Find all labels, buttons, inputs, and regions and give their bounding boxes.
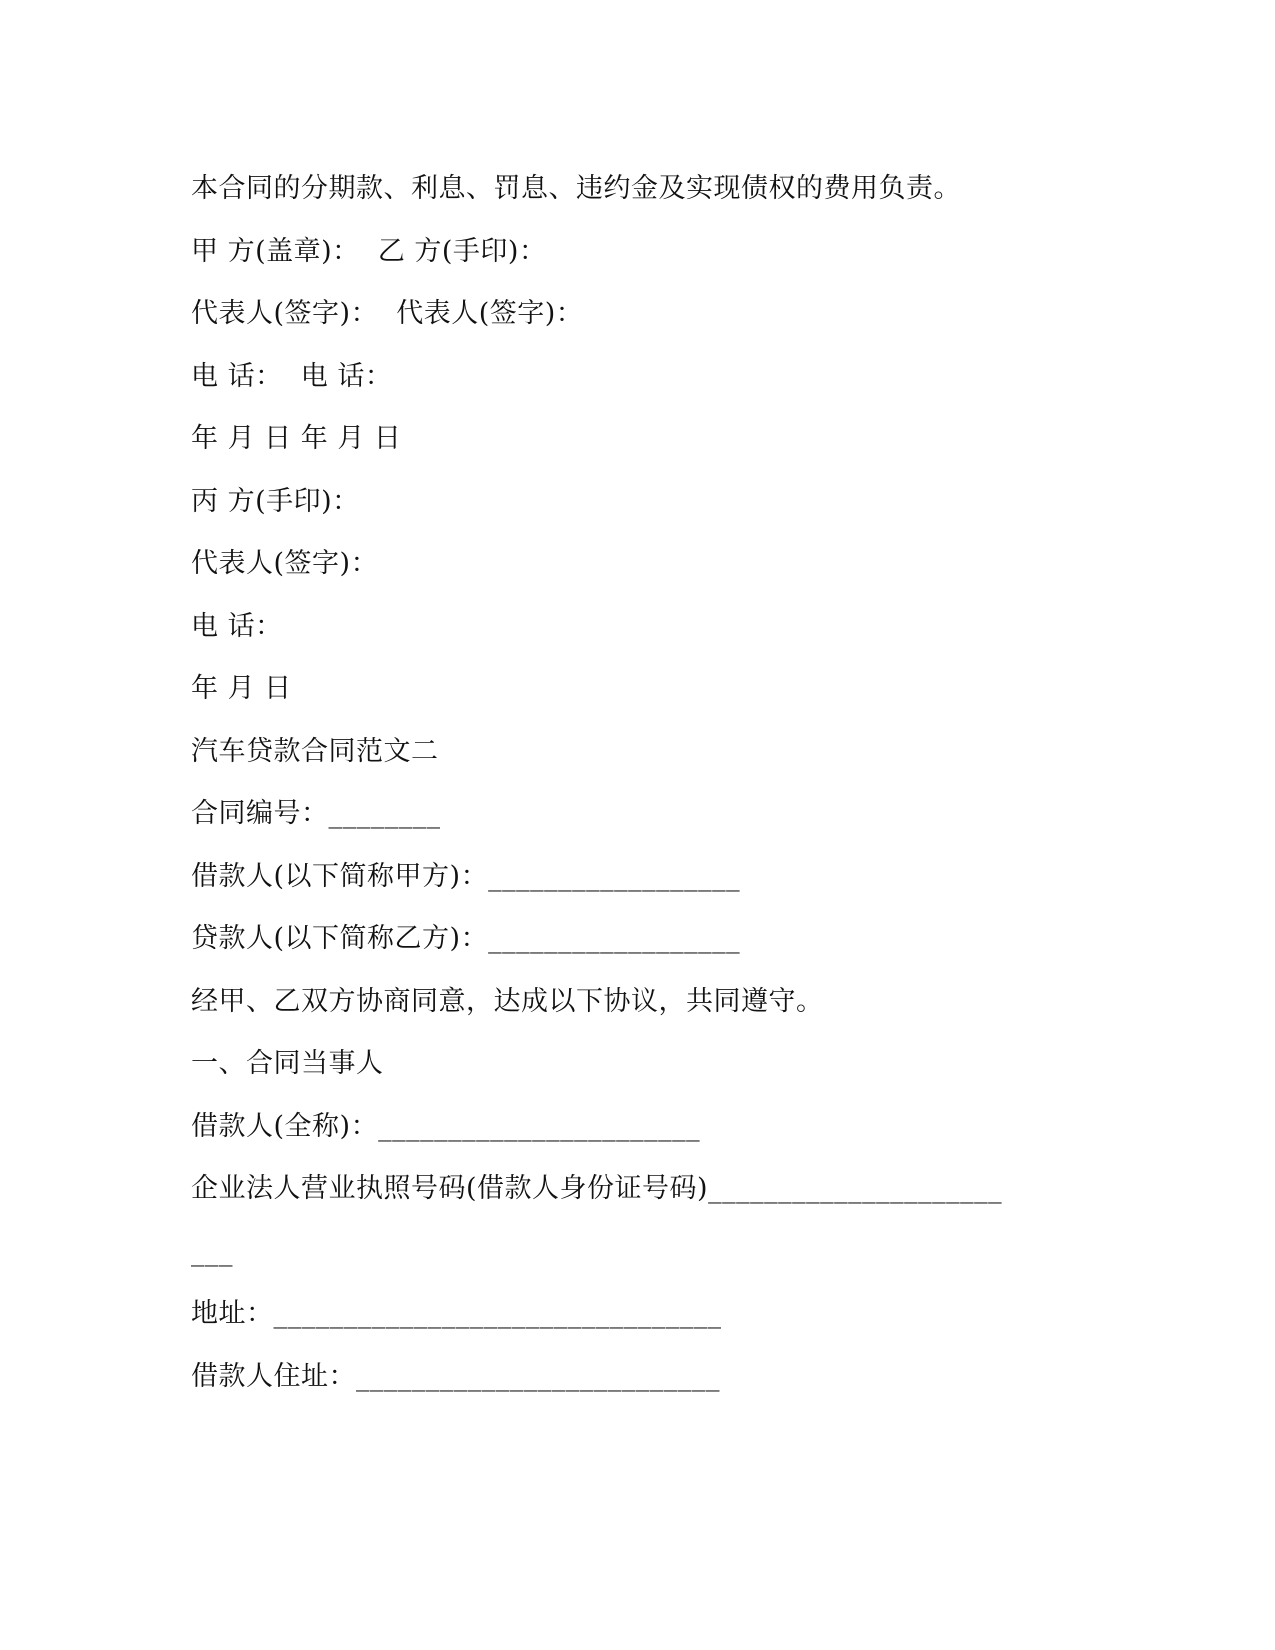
date-line: 年 月 日 年 月 日 bbox=[191, 423, 402, 454]
address-line: 地址：________________________________ bbox=[191, 1298, 722, 1329]
party-c-representative-line: 代表人(签字)： bbox=[191, 548, 379, 579]
party-c-line: 丙 方(手印)： bbox=[191, 486, 360, 517]
clause-heading: 一、合同当事人 bbox=[191, 1048, 384, 1079]
borrower-residence-line: 借款人住址：__________________________ bbox=[191, 1361, 720, 1392]
contract-text-line: 本合同的分期款、利息、罚息、违约金及实现债权的费用负责。 bbox=[191, 173, 961, 204]
agreement-statement: 经甲、乙双方协商同意，达成以下协议，共同遵守。 bbox=[191, 986, 824, 1017]
phone-line: 电 话： 电 话： bbox=[191, 361, 393, 392]
borrower-full-name-line: 借款人(全称)：_______________________ bbox=[191, 1111, 701, 1142]
party-a-party-b-seal-line: 甲 方(盖章)： 乙 方(手印)： bbox=[191, 236, 547, 267]
party-c-phone-line: 电 话： bbox=[191, 611, 283, 642]
section-title: 汽车贷款合同范文二 bbox=[191, 736, 439, 767]
license-id-continuation: ___ bbox=[191, 1236, 233, 1267]
contract-number-line: 合同编号：________ bbox=[191, 798, 441, 829]
representative-signature-line: 代表人(签字)： 代表人(签字)： bbox=[191, 298, 584, 329]
party-c-date-line: 年 月 日 bbox=[191, 673, 292, 704]
license-id-line: 企业法人营业执照号码(借款人身份证号码)_____________________ bbox=[191, 1173, 1003, 1204]
borrower-line: 借款人(以下简称甲方)：__________________ bbox=[191, 861, 741, 892]
lender-line: 贷款人(以下简称乙方)：__________________ bbox=[191, 923, 741, 954]
